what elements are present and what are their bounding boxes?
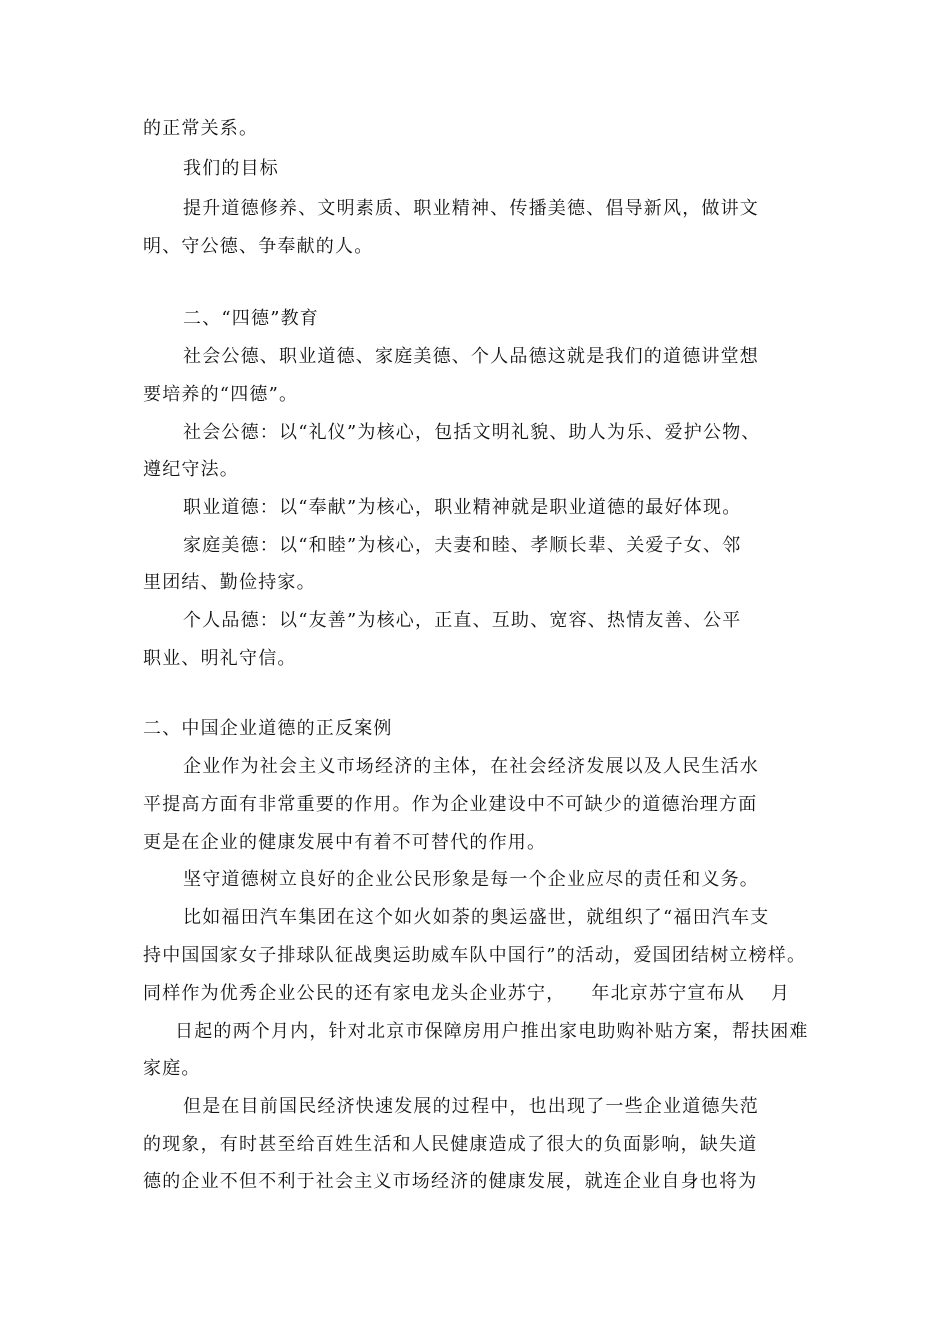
body-line: 职业、明礼守信。 xyxy=(143,648,297,669)
body-line: 但是在目前国民经济快速发展的过程中，也出现了一些企业道德失范 xyxy=(183,1096,759,1117)
body-line: 家庭。 xyxy=(143,1058,201,1079)
body-line: 的正常关系。 xyxy=(143,118,259,139)
body-line: 社会公德、职业道德、家庭美德、个人品德这就是我们的道德讲堂想 xyxy=(183,346,759,367)
body-line: 的现象，有时甚至给百姓生活和人民健康造成了很大的负面影响，缺失道 xyxy=(143,1134,758,1155)
body-line-segment: 同样作为优秀企业公民的还有家电龙头企业苏宁， xyxy=(143,983,566,1004)
body-line: 德的企业不但不利于社会主义市场经济的健康发展，就连企业自身也将为 xyxy=(143,1171,758,1192)
body-line: 坚守道德树立良好的企业公民形象是每一个企业应尽的责任和义务。 xyxy=(183,869,759,890)
body-line: 个人品德：以“友善”为核心，正直、互助、宽容、热情友善、公平 xyxy=(183,610,742,631)
body-line: 遵纪守法。 xyxy=(143,459,239,480)
body-line: 职业道德：以“奉献”为核心，职业精神就是职业道德的最好体现。 xyxy=(183,497,742,518)
body-line: 要培养的“四德”。 xyxy=(143,384,299,405)
body-line: 社会公德：以“礼仪”为核心，包括文明礼貌、助人为乐、爱护公物、 xyxy=(183,422,761,443)
body-line: 日起的两个月内，针对北京市保障房用户推出家电助购补贴方案，帮扶困难 xyxy=(175,1021,809,1042)
subheading-our-goal: 我们的目标 xyxy=(183,158,279,179)
body-line: 比如福田汽车集团在这个如火如荼的奥运盛世，就组织了“福田汽车支 xyxy=(183,907,770,928)
body-line: 企业作为社会主义市场经济的主体，在社会经济发展以及人民生活水 xyxy=(183,756,759,777)
body-line-segment: 年北京苏宁宣布从 xyxy=(591,983,746,1004)
body-line: 家庭美德：以“和睦”为核心，夫妻和睦、孝顺长辈、关爱子女、邻 xyxy=(183,535,742,556)
body-line-segment: 月 xyxy=(771,983,791,1004)
body-line: 提升道德修养、文明素质、职业精神、传播美德、倡导新风，做讲文 xyxy=(183,198,759,219)
body-line: 明、守公德、争奉献的人。 xyxy=(143,236,374,257)
body-line xyxy=(143,983,790,1005)
body-line: 平提高方面有非常重要的作用。作为企业建设中不可缺少的道德治理方面 xyxy=(143,794,758,815)
body-line: 持中国国家女子排球队征战奥运助威车队中国行”的活动，爱国团结树立榜样。 xyxy=(143,945,807,966)
section-heading-four-virtues: 二、“四德”教育 xyxy=(183,308,320,329)
section-heading-enterprise-ethics: 二、中国企业道德的正反案例 xyxy=(143,718,393,739)
body-line: 里团结、勤俭持家。 xyxy=(143,572,316,593)
body-line: 更是在企业的健康发展中有着不可替代的作用。 xyxy=(143,832,547,853)
